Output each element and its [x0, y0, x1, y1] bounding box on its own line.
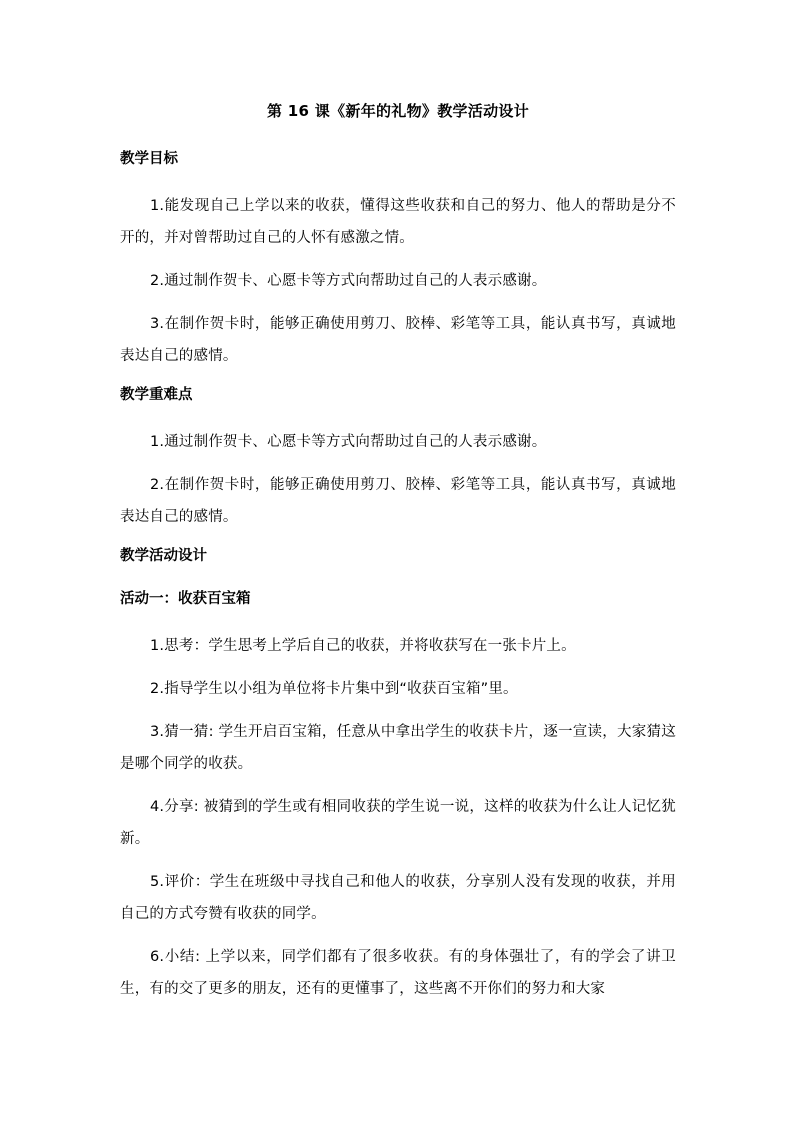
paragraph: 1.能发现自己上学以来的收获，懂得这些收获和自己的努力、他人的帮助是分不开的，并对曾帮助过自己的人怀有感激之情。	[120, 198, 676, 246]
section-heading: 教学重难点	[120, 387, 193, 403]
section-heading: 教学活动设计	[120, 548, 207, 564]
section-key-difficulties	[120, 383, 676, 533]
section-teaching-goals	[120, 147, 676, 372]
paragraph: 4.分享: 被猜到的学生或有相同收获的学生说一说，这样的收获为什么让人记忆犹新。	[120, 799, 676, 847]
paragraph: 1.思考：学生思考上学后自己的收获，并将收获写在一张卡片上。	[150, 638, 576, 654]
paragraph: 2.通过制作贺卡、心愿卡等方式向帮助过自己的人表示感谢。	[150, 273, 547, 289]
paragraph: 5.评价：学生在班级中寻找自己和他人的收获，分享别人没有发现的收获，并用自己的方式夸赞有收获的同学。	[120, 874, 676, 922]
paragraph: 6.小结: 上学以来，同学们都有了很多收获。有的身体强壮了，有的学会了讲卫生，有的交了更多的朋友，还有的更懂事了，这些离不开你们的努力和大家	[120, 949, 676, 997]
section-heading: 活动一：收获百宝箱	[120, 591, 251, 607]
section-activity-one	[120, 587, 676, 1005]
document-title: 第 16 课《新年的礼物》教学活动设计	[266, 102, 530, 120]
paragraph: 3.猜一猜: 学生开启百宝箱，任意从中拿出学生的收获卡片，逐一宣读，大家猜这是哪个同学的收获。	[120, 724, 676, 772]
document-page	[120, 99, 676, 1016]
section-activity-design	[120, 544, 676, 568]
paragraph: 3.在制作贺卡时，能够正确使用剪刀、胶棒、彩笔等工具，能认真书写，真诚地表达自己的感情。	[120, 316, 676, 364]
paragraph: 2.在制作贺卡时，能够正确使用剪刀、胶棒、彩笔等工具，能认真书写，真诚地表达自己的感情。	[120, 477, 676, 525]
paragraph: 2.指导学生以小组为单位将卡片集中到“收获百宝箱”里。	[150, 681, 518, 697]
paragraph: 1.通过制作贺卡、心愿卡等方式向帮助过自己的人表示感谢。	[150, 434, 547, 450]
section-heading: 教学目标	[120, 151, 178, 167]
